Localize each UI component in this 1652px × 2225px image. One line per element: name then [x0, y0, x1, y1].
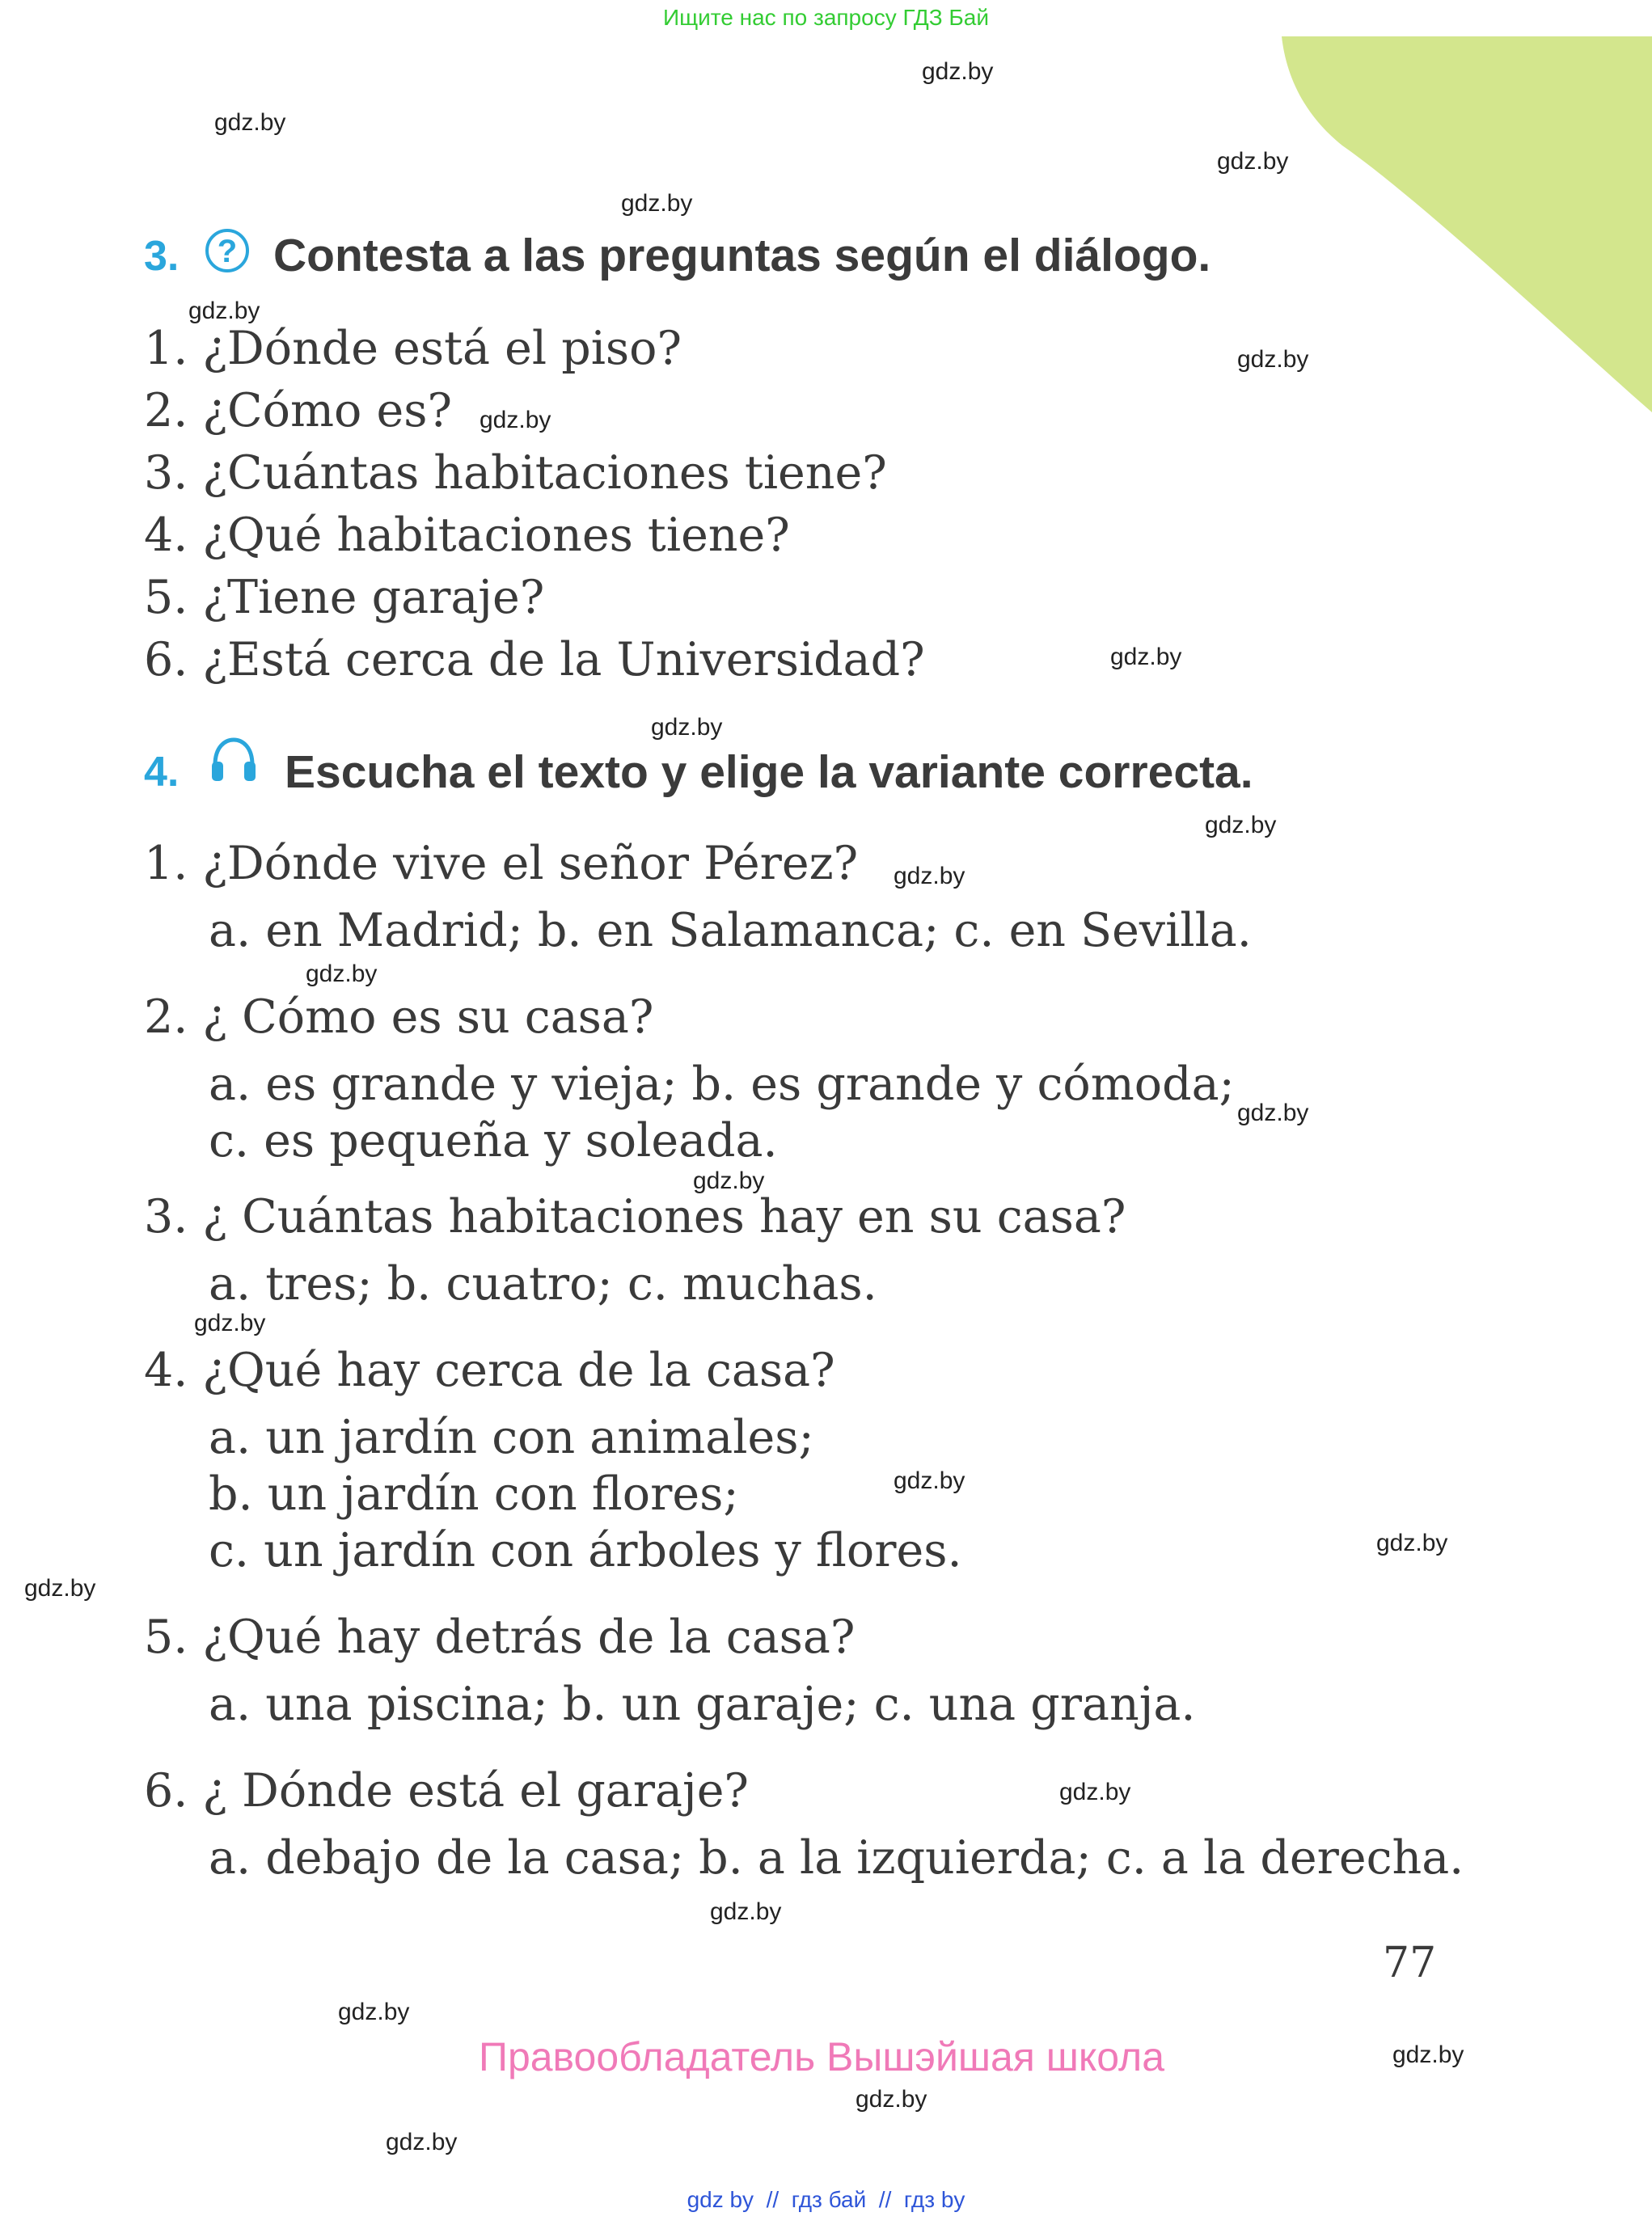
answer-options: a. es grande y vieja; b. es grande y cómoda; — [209, 1058, 1235, 1111]
watermark: gdz.by — [856, 2086, 927, 2113]
watermark: gdz.by — [306, 961, 378, 987]
watermark: gdz.by — [1392, 2041, 1464, 2068]
question-item: 1. ¿Dónde vive el señor Pérez? — [144, 837, 859, 890]
question-item: 6. ¿ Dónde está el garaje? — [144, 1764, 749, 1818]
answer-options: a. un jardín con animales; — [209, 1411, 814, 1464]
answer-options: a. tres; b. cuatro; c. muchas. — [209, 1257, 877, 1311]
watermark: gdz.by — [1059, 1779, 1131, 1805]
question-item: 5. ¿Tiene garaje? — [144, 571, 545, 624]
answer-options: a. en Madrid; b. en Salamanca; c. en Sevilla. — [209, 904, 1252, 957]
svg-text:?: ? — [217, 234, 238, 269]
question-item: 6. ¿Está cerca de la Universidad? — [144, 633, 925, 686]
bottom-links[interactable]: gdz by // гдз бай // гдз by — [687, 2187, 965, 2212]
question-item: 1. ¿Dónde está el piso? — [144, 322, 682, 375]
watermark: gdz.by — [194, 1310, 266, 1336]
watermark: gdz.by — [214, 109, 286, 136]
headphones-icon — [209, 736, 259, 786]
answer-options: a. una piscina; b. un garaje; c. una granja. — [209, 1678, 1196, 1731]
question-item: 3. ¿Cuántas habitaciones tiene? — [144, 446, 887, 500]
watermark: gdz.by — [621, 190, 693, 217]
watermark: gdz.by — [1376, 1530, 1448, 1556]
exercise-3-title: Contesta a las preguntas según el diálogo. — [273, 230, 1211, 281]
answer-options: c. un jardín con árboles y flores. — [209, 1524, 962, 1577]
question-item: 5. ¿Qué hay detrás de la casa? — [144, 1611, 856, 1664]
watermark: gdz.by — [651, 714, 723, 741]
answer-options: b. un jardín con flores; — [209, 1467, 739, 1521]
watermark: gdz.by — [1205, 812, 1277, 838]
watermark: gdz.by — [894, 863, 965, 889]
question-item: 2. ¿Cómo es? — [144, 384, 453, 437]
watermark: gdz.by — [338, 1999, 410, 2025]
watermark: gdz.by — [894, 1467, 965, 1494]
question-item: 4. ¿Qué hay cerca de la casa? — [144, 1344, 835, 1397]
watermark: gdz.by — [1237, 346, 1309, 373]
watermark: gdz.by — [24, 1575, 96, 1602]
watermark: gdz.by — [922, 58, 994, 85]
exercise-4-number: 4. — [144, 749, 180, 796]
copyright-notice: Правообладатель Вышэйшая школа — [479, 2034, 1164, 2079]
watermark: gdz.by — [386, 2129, 458, 2155]
watermark: gdz.by — [188, 298, 260, 324]
exercise-4-title: Escucha el texto y elige la variante correcta. — [285, 746, 1253, 798]
question-item: 3. ¿ Cuántas habitaciones hay en su casa? — [144, 1190, 1126, 1243]
watermark: gdz.by — [1110, 644, 1182, 670]
question-icon — [205, 228, 250, 273]
question-item: 4. ¿Qué habitaciones tiene? — [144, 509, 790, 562]
watermark: gdz.by — [1237, 1100, 1309, 1126]
top-banner[interactable]: Ищите нас по запросу ГДЗ Бай — [662, 5, 990, 30]
watermark: gdz.by — [1217, 148, 1289, 175]
exercise-3-number: 3. — [144, 233, 180, 280]
watermark: gdz.by — [710, 1898, 782, 1925]
answer-options: a. debajo de la casa; b. a la izquierda; c. a la derecha. — [209, 1831, 1464, 1885]
watermark: gdz.by — [480, 407, 551, 433]
question-item: 2. ¿ Cómo es su casa? — [144, 990, 654, 1044]
watermark: gdz.by — [693, 1167, 765, 1194]
page-number: 77 — [1383, 1939, 1437, 1987]
answer-options: c. es pequeña y soleada. — [209, 1114, 778, 1167]
